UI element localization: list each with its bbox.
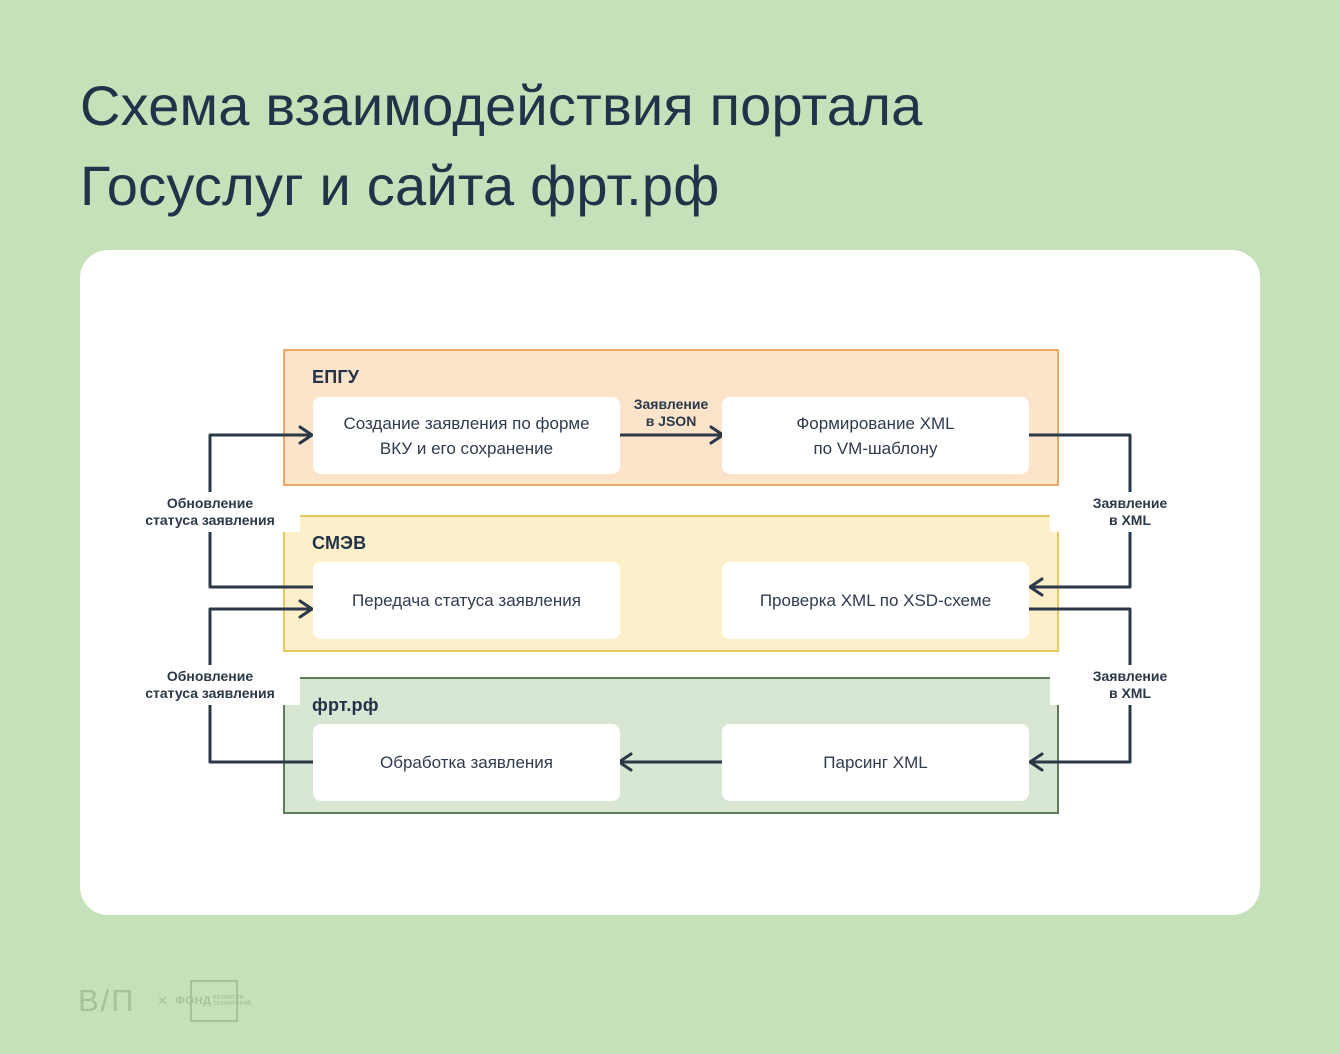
edge-label-line: Заявление bbox=[633, 396, 709, 412]
process-box-text: Передача статуса заявления bbox=[352, 591, 581, 610]
page-title bbox=[80, 66, 922, 226]
edge-label-line: Обновление bbox=[166, 668, 254, 684]
process-box-text: Создание заявления по форме bbox=[343, 413, 590, 433]
fond-logo bbox=[175, 980, 252, 1022]
process-box-xml-parsing bbox=[722, 724, 1029, 801]
lane-frt-title: фрт.рф bbox=[312, 695, 379, 715]
edge-label-line: статуса заявления bbox=[145, 685, 275, 701]
edge-label-line: статуса заявления bbox=[145, 512, 275, 528]
edge-label-line: Заявление bbox=[1092, 495, 1168, 511]
page-title-line-1: Схема взаимодействия портала bbox=[80, 74, 923, 137]
fond-logo-subtitle bbox=[213, 995, 251, 1007]
x-separator-icon: × bbox=[157, 991, 168, 1010]
footer-logos bbox=[78, 975, 252, 1027]
process-box-text: Парсинг XML bbox=[823, 753, 928, 772]
edge-label-request-json bbox=[591, 396, 751, 430]
diagram-card bbox=[80, 250, 1260, 915]
edge-label-status-update-bottom bbox=[120, 665, 300, 705]
edge-label-line: Обновление bbox=[166, 495, 254, 511]
process-box-status-transfer bbox=[313, 562, 620, 639]
fond-logo-main: ФОНД bbox=[175, 995, 212, 1007]
process-box-text: по VM-шаблону bbox=[813, 438, 938, 458]
process-box-form-xml bbox=[722, 397, 1029, 474]
edge-label-status-update-top bbox=[120, 492, 300, 532]
edge-label-request-xml-bottom bbox=[1050, 665, 1210, 705]
fond-logo-sub-line: ТЕРРИТОРИЙ bbox=[213, 1001, 252, 1007]
vp-logo: В/П bbox=[78, 983, 136, 1018]
edge-label-request-xml-top bbox=[1050, 492, 1210, 532]
edge-label-line: Заявление bbox=[1092, 668, 1168, 684]
edge-label-line: в XML bbox=[1108, 685, 1152, 701]
fond-logo-sub-line: РАЗВИТИЯ bbox=[213, 995, 244, 1001]
process-box-xsd-check bbox=[722, 562, 1029, 639]
process-box-application-processing bbox=[313, 724, 620, 801]
edge-label-line: в JSON bbox=[645, 413, 697, 429]
process-box-text: Формирование XML bbox=[796, 413, 955, 433]
lane-smev-title: СМЭВ bbox=[312, 533, 367, 553]
page-title-line-2: Госуслуг и сайта фрт.рф bbox=[80, 154, 720, 217]
lane-epgu-title: ЕПГУ bbox=[312, 367, 360, 387]
process-box-text: Обработка заявления bbox=[379, 753, 554, 772]
process-box-text: Проверка XML по XSD-схеме bbox=[759, 591, 992, 610]
edge-label-line: в XML bbox=[1108, 512, 1152, 528]
process-box-text: ВКУ и его сохранение bbox=[379, 438, 554, 458]
process-box-create-application bbox=[313, 397, 620, 474]
